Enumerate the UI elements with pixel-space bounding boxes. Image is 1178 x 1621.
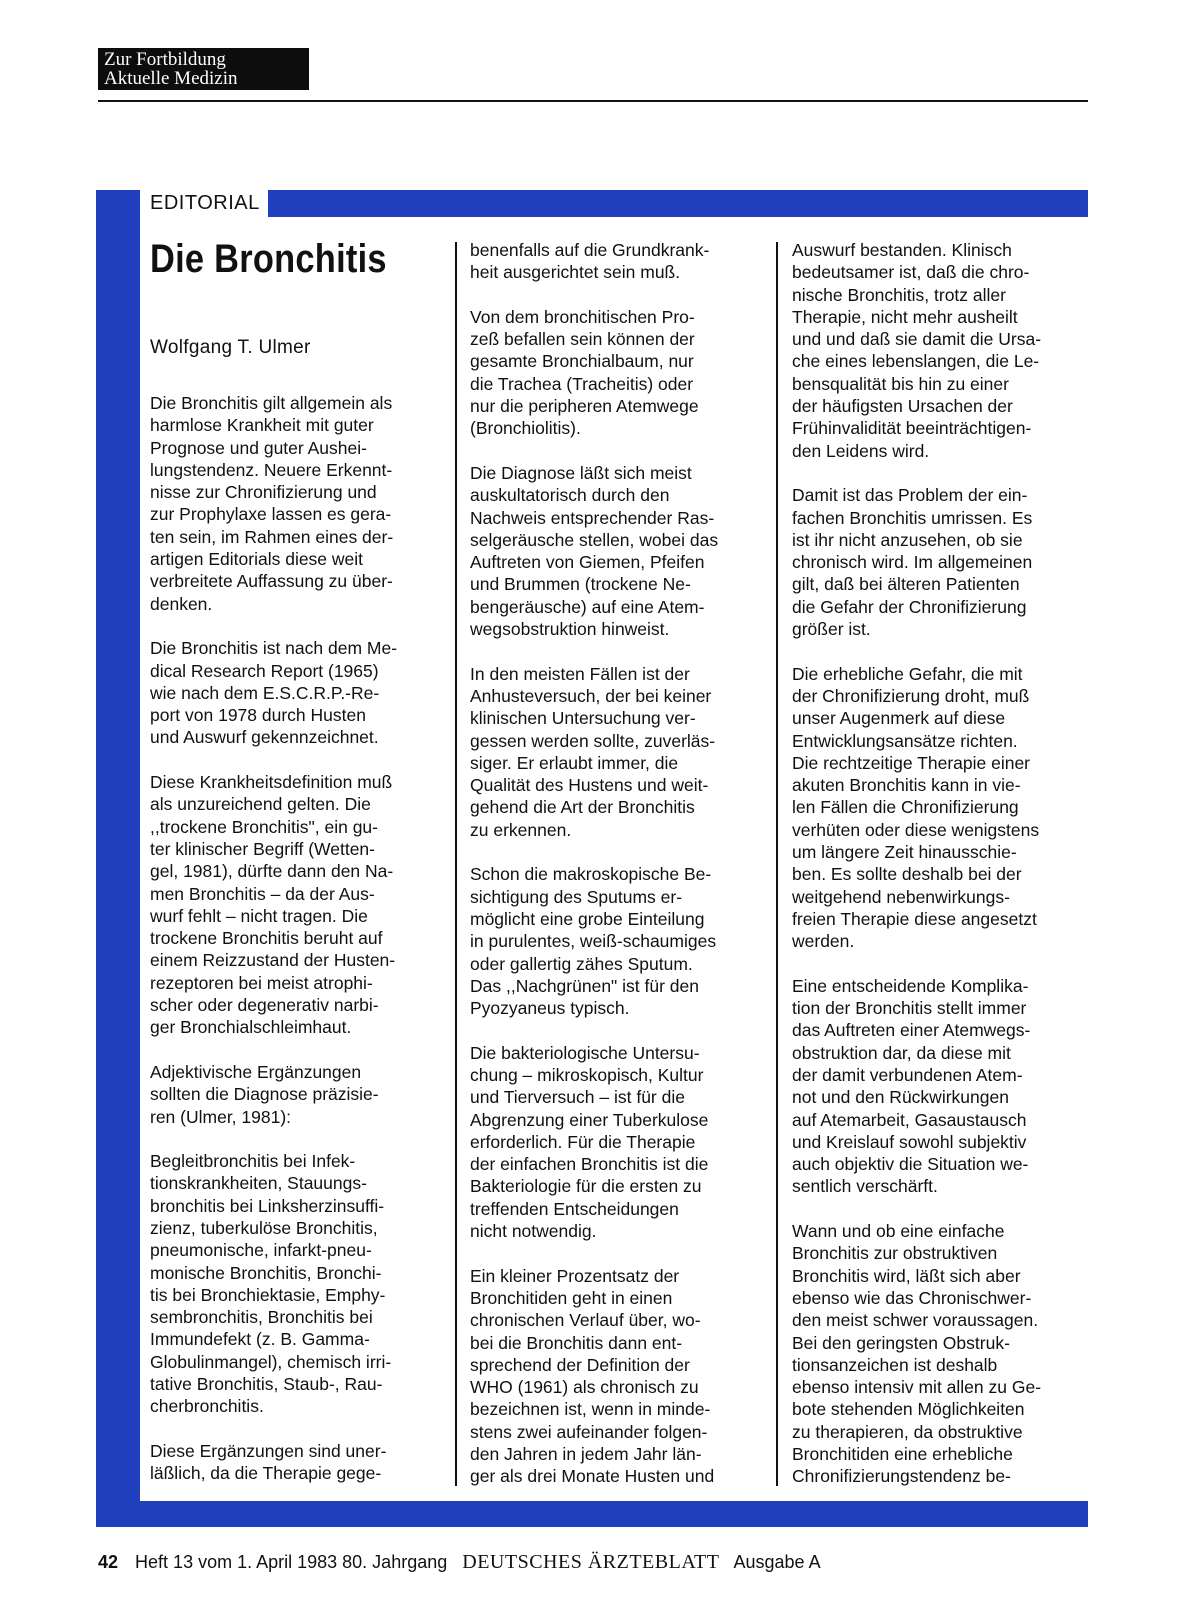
- text-line: erforderlich. Für die Therapie: [470, 1131, 696, 1152]
- text-line: stens zwei aufeinander folgen-: [470, 1421, 708, 1442]
- text-line: chronischen Verlauf über, wo-: [470, 1310, 701, 1331]
- text-line: ter klinischer Begriff (Wetten-: [150, 838, 375, 859]
- text-line: wie nach dem E.S.C.R.P.-Re-: [150, 682, 380, 703]
- text-line: die Trachea (Tracheitis) oder: [470, 373, 694, 394]
- text-line: und und daß sie damit die Ursa-: [792, 329, 1042, 350]
- text-line: Therapie, nicht mehr ausheilt: [792, 306, 1018, 327]
- section-label: EDITORIAL: [150, 192, 260, 214]
- text-line: fachen Bronchitis umrissen. Es: [792, 507, 1033, 528]
- paragraph: [470, 863, 770, 1019]
- text-line: sollten die Diagnose präzisie-: [150, 1084, 379, 1105]
- text-line: auskultatorisch durch den: [470, 485, 670, 506]
- text-line: nische Bronchitis, trotz aller: [792, 284, 1006, 305]
- text-line: Die Bronchitis ist nach dem Me-: [150, 638, 398, 659]
- paragraph: [792, 239, 1092, 462]
- text-line: bronchitis bei Linksherzinsuffi-: [150, 1195, 385, 1216]
- text-line: ger Bronchialschleimhaut.: [150, 1017, 352, 1038]
- text-line: not und den Rückwirkungen: [792, 1087, 1009, 1108]
- text-line: (Bronchiolitis).: [470, 418, 581, 439]
- text-line: Globulinmangel), chemisch irri-: [150, 1351, 392, 1372]
- text-line: Die erhebliche Gefahr, die mit: [792, 663, 1023, 684]
- text-line: ist ihr nicht anzusehen, ob sie: [792, 529, 1023, 550]
- text-line: zur Prophylaxe lassen es gera-: [150, 504, 392, 525]
- text-line: ebenso intensiv mit allen zu Ge-: [792, 1377, 1042, 1398]
- text-line: WHO (1961) als chronisch zu: [470, 1377, 699, 1398]
- text-line: artigen Editorials diese weit: [150, 549, 364, 570]
- text-line: zienz, tuberkulöse Bronchitis,: [150, 1217, 378, 1238]
- text-line: ben. Es sollte deshalb bei der: [792, 864, 1022, 885]
- text-line: ebenso wie das Chronischwer-: [792, 1287, 1032, 1308]
- text-line: und Auswurf gekennzeichnet.: [150, 727, 379, 748]
- text-line: gilt, daß bei älteren Patienten: [792, 574, 1020, 595]
- text-line: Die Bronchitis gilt allgemein als: [150, 393, 393, 413]
- text-line: bengeräusche) auf eine Atem-: [470, 596, 705, 617]
- text-line: denken.: [150, 593, 213, 614]
- text-line: Qualität des Hustens und weit-: [470, 775, 709, 796]
- paragraph: [470, 306, 770, 440]
- text-line: Pyozyaneus typisch.: [470, 998, 630, 1019]
- text-line: Diese Krankheitsdefinition muß: [150, 772, 393, 793]
- text-line: wegsobstruktion hinweist.: [470, 619, 670, 640]
- paragraph: [792, 1220, 1092, 1488]
- text-line: auch objektiv die Situation we-: [792, 1154, 1029, 1175]
- text-line: monische Bronchitis, Bronchi-: [150, 1262, 382, 1283]
- paragraph: [470, 1042, 770, 1243]
- text-line: Die Diagnose läßt sich meist: [470, 462, 692, 483]
- text-line: das Auftreten einer Atemwegs-: [792, 1020, 1031, 1041]
- text-line: der einfachen Bronchitis ist die: [470, 1154, 709, 1175]
- paragraph: [792, 663, 1092, 953]
- paragraph: [150, 637, 440, 748]
- text-line: obstruktion dar, da diese mit: [792, 1042, 1011, 1063]
- text-line: größer ist.: [792, 619, 871, 640]
- text-line: Bakteriologie für die ersten zu: [470, 1176, 702, 1197]
- paragraph: [470, 1265, 770, 1488]
- text-line: Adjektivische Ergänzungen: [150, 1061, 362, 1082]
- text-line: Wann und ob eine einfache: [792, 1221, 1005, 1242]
- text-line: Begleitbronchitis bei Infek-: [150, 1151, 356, 1172]
- header-rule: [98, 100, 1088, 102]
- text-line: len Fällen die Chronifizierung: [792, 797, 1019, 818]
- text-line: gel, 1981), dürfte dann den Na-: [150, 861, 394, 882]
- text-line: läßlich, da die Therapie gege-: [150, 1463, 382, 1484]
- paragraph: [470, 663, 770, 841]
- text-line: in purulentes, weiß-schaumiges: [470, 931, 717, 952]
- text-line: Auftreten von Giemen, Pfeifen: [470, 552, 705, 573]
- text-line: gehend die Art der Bronchitis: [470, 797, 695, 818]
- text-line: trockene Bronchitis beruht auf: [150, 928, 383, 949]
- paragraph: [150, 392, 440, 615]
- text-line: oder gallertig zähes Sputum.: [470, 953, 693, 974]
- text-line: akuten Bronchitis kann in vie-: [792, 775, 1021, 796]
- text-line: sichtigung des Sputums er-: [470, 886, 683, 907]
- text-line: cherbronchitis.: [150, 1396, 264, 1417]
- text-line: bezeichnen ist, wenn in minde-: [470, 1399, 711, 1420]
- text-line: nicht notwendig.: [470, 1221, 597, 1242]
- text-line: freien Therapie diese angesetzt: [792, 908, 1037, 929]
- text-line: pneumonische, infarkt-pneu-: [150, 1240, 372, 1261]
- text-line: Entwicklungsansätze richten.: [792, 730, 1018, 751]
- text-line: einem Reizzustand der Husten-: [150, 950, 396, 971]
- text-line: als unzureichend gelten. Die: [150, 794, 371, 815]
- text-line: zu erkennen.: [470, 819, 572, 840]
- text-line: Die bakteriologische Untersu-: [470, 1042, 700, 1063]
- text-line: chronisch wird. Im allgemeinen: [792, 552, 1033, 573]
- text-line: und Tierversuch – ist für die: [470, 1087, 685, 1108]
- text-line: verhüten oder diese wenigstens: [792, 819, 1040, 840]
- text-line: zeß befallen sein können der: [470, 329, 695, 350]
- text-line: tis bei Bronchiektasie, Emphy-: [150, 1284, 386, 1305]
- text-line: nur die peripheren Atemwege: [470, 396, 699, 417]
- text-line: tative Bronchitis, Staub-, Rau-: [150, 1374, 383, 1395]
- text-line: Abgrenzung einer Tuberkulose: [470, 1109, 709, 1130]
- text-line: der häufigsten Ursachen der: [792, 396, 1013, 417]
- column-divider-1: [455, 242, 457, 1486]
- text-line: ger als drei Monate Husten und: [470, 1466, 715, 1487]
- text-line: port von 1978 durch Husten: [150, 705, 366, 726]
- text-line: weitgehend nebenwirkungs-: [792, 886, 1010, 907]
- text-line: ren (Ulmer, 1981):: [150, 1106, 292, 1127]
- text-line: verbreitete Auffassung zu über-: [150, 571, 393, 592]
- text-line: Ein kleiner Prozentsatz der: [470, 1265, 680, 1286]
- text-line: Bronchitis zur obstruktiven: [792, 1243, 998, 1264]
- header-line-2: Aktuelle Medizin: [104, 68, 238, 89]
- text-line: Diese Ergänzungen sind uner-: [150, 1440, 387, 1461]
- text-column-3: [792, 239, 1092, 1510]
- text-line: und Brummen (trockene Ne-: [470, 574, 691, 595]
- text-line: gessen werden sollte, zuverläs-: [470, 730, 716, 751]
- text-line: Prognose und guter Aushei-: [150, 437, 367, 458]
- text-line: harmlose Krankheit mit guter: [150, 415, 374, 436]
- text-line: chung – mikroskopisch, Kultur: [470, 1064, 704, 1085]
- text-line: werden.: [792, 931, 855, 952]
- text-line: Nachweis entsprechender Ras-: [470, 507, 715, 528]
- text-line: Bronchitiden geht in einen: [470, 1287, 673, 1308]
- text-line: treffenden Entscheidungen: [470, 1198, 679, 1219]
- text-line: auf Atemarbeit, Gasaustausch: [792, 1109, 1027, 1130]
- paragraph: [792, 484, 1092, 640]
- magazine-name: DEUTSCHES ÄRZTEBLATT: [462, 1551, 720, 1573]
- text-line: Die rechtzeitige Therapie einer: [792, 752, 1031, 773]
- paragraph: [792, 975, 1092, 1198]
- text-line: der damit verbundenen Atem-: [792, 1064, 1023, 1085]
- author-name: Wolfgang T. Ulmer: [150, 337, 311, 358]
- text-line: zu therapieren, da obstruktive: [792, 1421, 1023, 1442]
- top-accent-bar: [268, 190, 1088, 217]
- text-line: die Gefahr der Chronifizierung: [792, 596, 1027, 617]
- text-line: benenfalls auf die Grundkrank-: [470, 240, 710, 260]
- header-line-1: Zur Fortbildung: [104, 49, 226, 70]
- left-accent-bar: [96, 190, 140, 1501]
- text-line: der Chronifizierung droht, muß: [792, 685, 1030, 706]
- text-line: Eine entscheidende Komplika-: [792, 975, 1029, 996]
- text-line: tionskrankheiten, Stauungs-: [150, 1173, 367, 1194]
- text-line: Von dem bronchitischen Pro-: [470, 306, 695, 327]
- paragraph: [150, 771, 440, 1039]
- text-line: möglicht eine grobe Einteilung: [470, 908, 705, 929]
- text-line: und Kreislauf sowohl subjektiv: [792, 1131, 1027, 1152]
- text-line: bote stehenden Möglichkeiten: [792, 1399, 1025, 1420]
- text-line: dical Research Report (1965): [150, 660, 379, 681]
- paragraph: [470, 239, 770, 284]
- text-line: Das ,,Nachgrünen" ist für den: [470, 975, 699, 996]
- text-line: lungstendenz. Neuere Erkennt-: [150, 459, 393, 480]
- page-number: 42: [98, 1552, 119, 1572]
- text-line: Bronchitiden eine erhebliche: [792, 1444, 1013, 1465]
- text-line: wurf fehlt – nicht tragen. Die: [150, 905, 368, 926]
- column-divider-2: [776, 242, 778, 1486]
- text-line: sentlich verschärft.: [792, 1176, 938, 1197]
- text-line: selgeräusche stellen, wobei das: [470, 529, 719, 550]
- text-line: rezeptoren bei meist atrophi-: [150, 972, 373, 993]
- article-title: Die Bronchitis: [150, 237, 387, 281]
- text-line: Anhusteversuch, der bei keiner: [470, 685, 712, 706]
- text-line: tionsanzeichen ist deshalb: [792, 1354, 998, 1375]
- text-line: Auswurf bestanden. Klinisch: [792, 240, 1012, 260]
- text-line: tion der Bronchitis stellt immer: [792, 998, 1027, 1019]
- text-line: Chronifizierungstendenz be-: [792, 1466, 1011, 1487]
- text-line: den meist schwer voraussagen.: [792, 1310, 1039, 1331]
- paragraph: [150, 1440, 440, 1485]
- edition-label: Ausgabe A: [733, 1552, 821, 1572]
- text-line: den Leidens wird.: [792, 440, 930, 461]
- paragraph: [150, 1061, 440, 1128]
- text-line: men Bronchitis – da der Aus-: [150, 883, 375, 904]
- text-column-1: [150, 392, 440, 1507]
- text-line: siger. Er erlaubt immer, die: [470, 752, 679, 773]
- text-line: Immundefekt (z. B. Gamma-: [150, 1329, 370, 1350]
- section-header-box: [98, 48, 309, 90]
- text-line: Bronchitis wird, läßt sich aber: [792, 1265, 1021, 1286]
- text-line: sembronchitis, Bronchitis bei: [150, 1307, 373, 1328]
- text-line: gesamte Bronchialbaum, nur: [470, 351, 694, 372]
- text-line: Damit ist das Problem der ein-: [792, 485, 1028, 506]
- text-line: Schon die makroskopische Be-: [470, 864, 712, 885]
- issue-info: Heft 13 vom 1. April 1983 80. Jahrgang: [135, 1552, 448, 1572]
- text-line: um längere Zeit hinausschie-: [792, 842, 1017, 863]
- text-line: den Jahren in jedem Jahr län-: [470, 1444, 702, 1465]
- text-line: heit ausgerichtet sein muß.: [470, 262, 681, 283]
- text-line: Bei den geringsten Obstruk-: [792, 1332, 1010, 1353]
- text-line: che eines lebenslangen, die Le-: [792, 351, 1040, 372]
- page-footer: [98, 1550, 821, 1574]
- text-line: Frühinvalidität beeinträchtigen-: [792, 418, 1032, 439]
- text-column-2: [470, 239, 770, 1510]
- text-line: bei die Bronchitis dann ent-: [470, 1332, 683, 1353]
- text-line: unser Augenmerk auf diese: [792, 708, 1006, 729]
- text-line: scher oder degenerativ narbi-: [150, 995, 379, 1016]
- text-line: bensqualität bis hin zu einer: [792, 373, 1009, 394]
- paragraph: [470, 462, 770, 640]
- text-line: ten sein, im Rahmen eines der-: [150, 526, 394, 547]
- text-line: klinischen Untersuchung ver-: [470, 708, 696, 729]
- text-line: sprechend der Definition der: [470, 1354, 690, 1375]
- paragraph: [150, 1150, 440, 1418]
- text-line: bedeutsamer ist, daß die chro-: [792, 262, 1030, 283]
- text-line: nisse zur Chronifizierung und: [150, 482, 377, 503]
- text-line: ,,trockene Bronchitis", ein gu-: [150, 816, 378, 837]
- text-line: In den meisten Fällen ist der: [470, 663, 690, 684]
